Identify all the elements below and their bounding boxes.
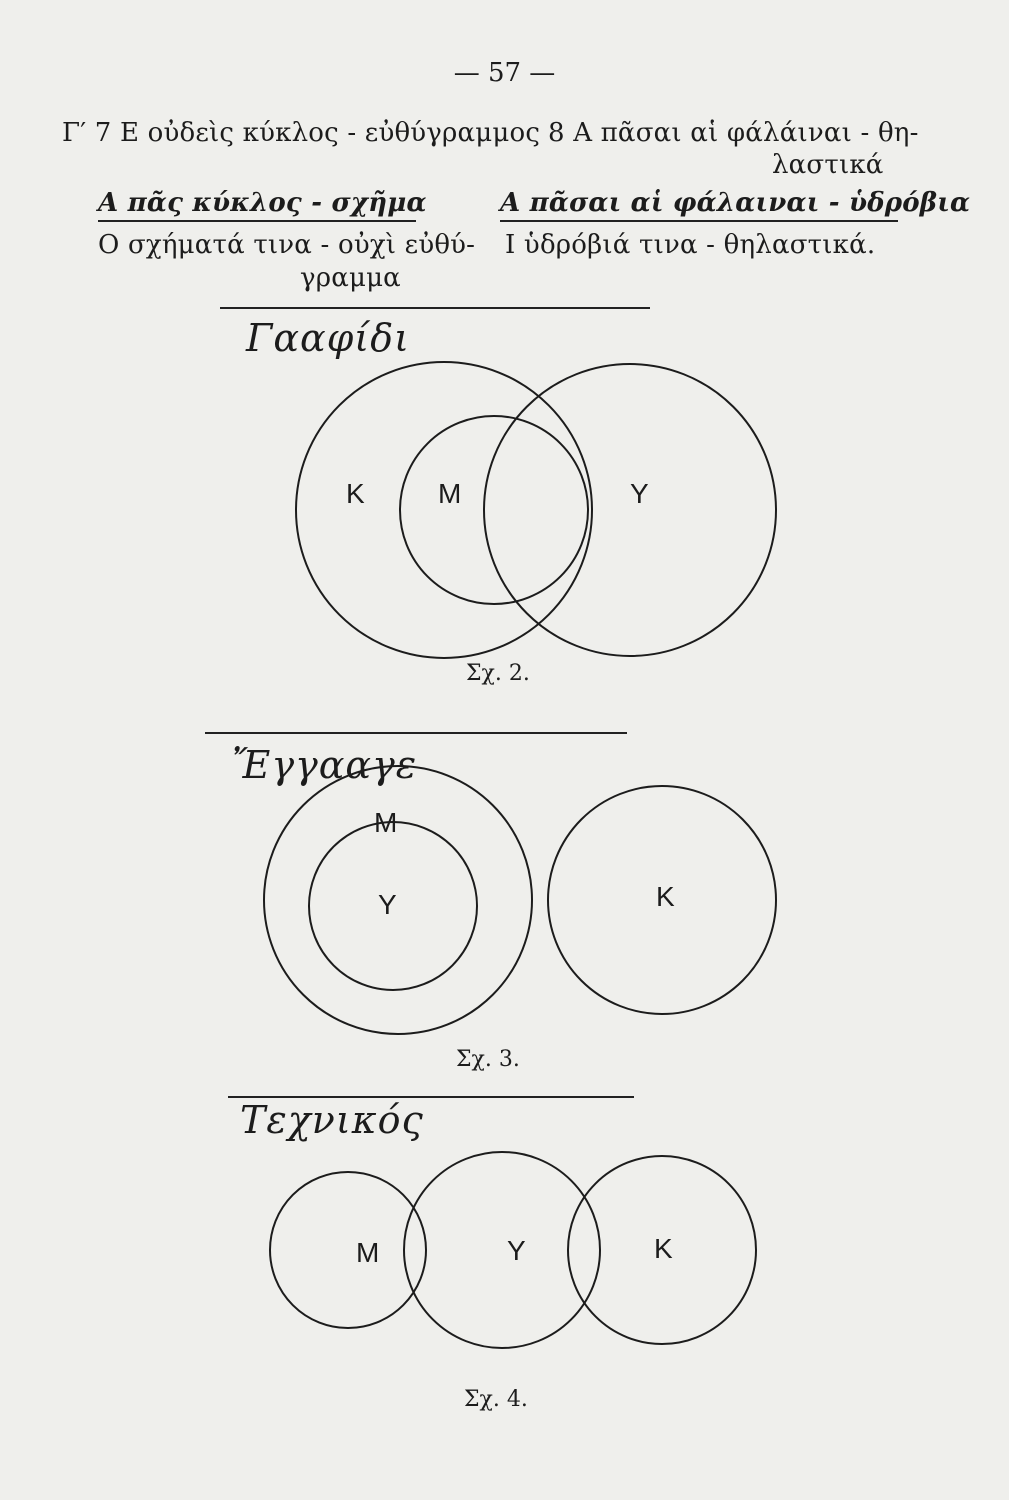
fig3-circle-m-outer bbox=[264, 766, 532, 1034]
figure-2-title: Γααφίδι bbox=[246, 316, 410, 360]
fig2-caption: Σχ. 2. bbox=[466, 661, 530, 686]
premise-right: Α πᾶσαι αἱ φάλαιναι - ὑδρόβια bbox=[500, 188, 898, 222]
fig2-circle-k bbox=[296, 362, 592, 658]
fig3-caption: Σχ. 3. bbox=[456, 1047, 520, 1072]
conclusion-left-line1: Ο σχήματά τινα - οὐχὶ εὐθύ- bbox=[98, 230, 476, 260]
fig2-circle-y bbox=[484, 364, 776, 656]
syllogism-8-heading: 8 Α πᾶσαι αἱ φάλάιναι - θη- bbox=[548, 118, 919, 148]
fig3-label-y: Υ bbox=[378, 889, 397, 920]
figure-3-title: Ἔγγααγε bbox=[232, 743, 418, 787]
conclusion-left-line2: γραμμα bbox=[300, 263, 401, 293]
syllogism-8-heading-continuation: λαστικά bbox=[772, 150, 884, 180]
syllogism-7-heading: Γ′ 7 Ε οὐδεὶς κύκλος - εὐθύγραμμος bbox=[62, 118, 541, 148]
fig4-label-y: Υ bbox=[507, 1235, 526, 1266]
fig3-label-m: Μ bbox=[374, 807, 398, 838]
fig4-label-m: Μ bbox=[356, 1237, 380, 1268]
fig4-circle-y bbox=[404, 1152, 600, 1348]
page-number: — 57 — bbox=[453, 58, 556, 88]
fig2-label-y: Υ bbox=[630, 478, 649, 509]
fig4-label-k: Κ bbox=[654, 1233, 673, 1264]
conclusion-right: Ι ὑδρόβιά τινα - θηλαστικά. bbox=[505, 230, 876, 260]
figure-4-title: Τεχνικός bbox=[240, 1098, 424, 1142]
fig2-label-m: Μ bbox=[438, 478, 462, 509]
fig3-label-k: Κ bbox=[656, 881, 675, 912]
fig4-circle-m bbox=[270, 1172, 426, 1328]
premise-left: Α πᾶς κύκλος - σχῆμα bbox=[98, 188, 416, 222]
fig2-label-k: Κ bbox=[346, 478, 365, 509]
fig4-caption: Σχ. 4. bbox=[464, 1387, 528, 1412]
fig2-circle-m bbox=[400, 416, 588, 604]
